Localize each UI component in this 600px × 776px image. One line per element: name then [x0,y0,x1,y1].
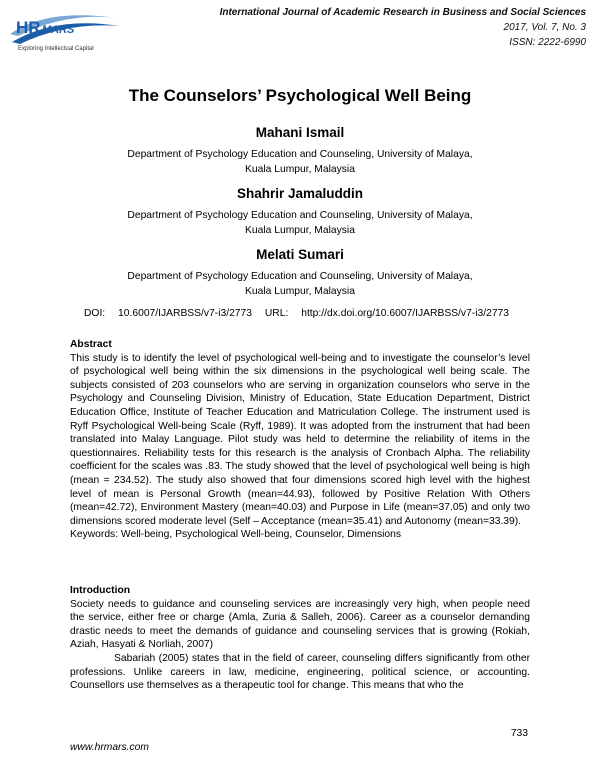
footer-url[interactable]: www.hrmars.com [70,742,149,753]
hrmars-logo-icon [6,6,126,56]
author-affiliation [0,208,600,238]
journal-logo [6,6,126,56]
svg-text:HR: HR [16,18,41,37]
author-affiliation [0,269,600,299]
url-label: URL: [264,308,289,319]
affiliation-line: Kuala Lumpur, Malaysia [245,164,355,175]
doi-value[interactable]: 10.6007/IJARBSS/v7-i3/2773 [118,308,252,319]
affiliation-line: Department of Psychology Education and Counseling, University of Malaya, [127,149,473,160]
author-affiliation [0,147,600,177]
keywords: Keywords: Well-being, Psychological Well-being, Counselor, Dimensions [70,529,401,541]
author-name: Melati Sumari [256,247,344,262]
url-link[interactable]: http://dx.doi.org/10.6007/IJARBSS/v7-i3/2773 [301,308,510,319]
abstract-heading: Abstract [70,339,112,350]
affiliation-line: Department of Psychology Education and Counseling, University of Malaya, [127,210,473,221]
abstract-section [70,338,530,542]
affiliation-line: Kuala Lumpur, Malaysia [245,286,355,297]
author-block [0,124,600,177]
introduction-paragraph: Society needs to guidance and counseling services are increasingly very high, when people need the service, either free or charge (Amla, Zuria & Salleh, 2006). Career as a counselor demanding drastic needs to meet the demands of guidance and counseling services that is growing (Rokiah, Aziah, Hasyati & Norliah, 2007) [70,598,530,651]
author-block [0,185,600,238]
doi-label: DOI: [84,308,106,319]
journal-name: International Journal of Academic Research in Business and Social Sciences [219,7,586,18]
author-name: Shahrir Jamaluddin [236,186,364,201]
abstract-text: This study is to identify the level of psychological well-being and to investigate the counselor’s level of psychological well being within the six dimensions in the psychological well being scale. The subjects consisted of 203 counselors who are serving in organization counselors who serve in the Psychology and Counseling Division, Ministry of Education, State Education Department, District Education Office, Institute of Teacher Education and Matriculation College. The instrument used is Ryff Psychological Well-being Scale (Ryff, 1989). It was adopted from the instrument that had been translated into Malay Language. Pilot study was held to determine the reliability of items in the questionnaires. Reliability tests for this research is the analysis of Cronbach Alpha. The reliability coefficient for the scales was .83. The study showed that the level of psychological well being is high (mean = 234.52). The study also showed that four dimensions scored high level with the highest level of mean is Personal Growth (mean=44.93), followed by Positive Relation With Others (mean=42.72), Environment Mastery (mean=40.03) and Purpose in Life (mean=37.05) and only two dimensions scored moderate level (Self – Acceptance (mean=35.41) and Autonomy (mean=33.39). [70,352,530,527]
author-block [0,246,600,299]
journal-header [220,5,586,50]
doi-line [84,308,518,319]
affiliation-line: Kuala Lumpur, Malaysia [245,225,355,236]
introduction-section [70,584,530,693]
paper-title: The Counselors’ Psychological Well Being [128,86,472,105]
author-name: Mahani Ismail [255,125,345,140]
page-number: 733 [510,728,528,739]
introduction-heading: Introduction [70,585,131,596]
svg-text:Exploring Intellectual Capital: Exploring Intellectual Capital [18,46,94,52]
svg-text:MARS: MARS [42,24,75,36]
affiliation-line: Department of Psychology Education and Counseling, University of Malaya, [127,271,473,282]
journal-volume: 2017, Vol. 7, No. 3 [503,22,586,33]
introduction-paragraph: Sabariah (2005) states that in the field of career, counseling differs significantly from other professions. Unlike careers in law, medicine, engineering, political science, or accounting. Counsellors use themselves as a therapeutic tool for change. This means that who the [70,652,530,692]
journal-issn: ISSN: 2222-6990 [509,37,586,48]
